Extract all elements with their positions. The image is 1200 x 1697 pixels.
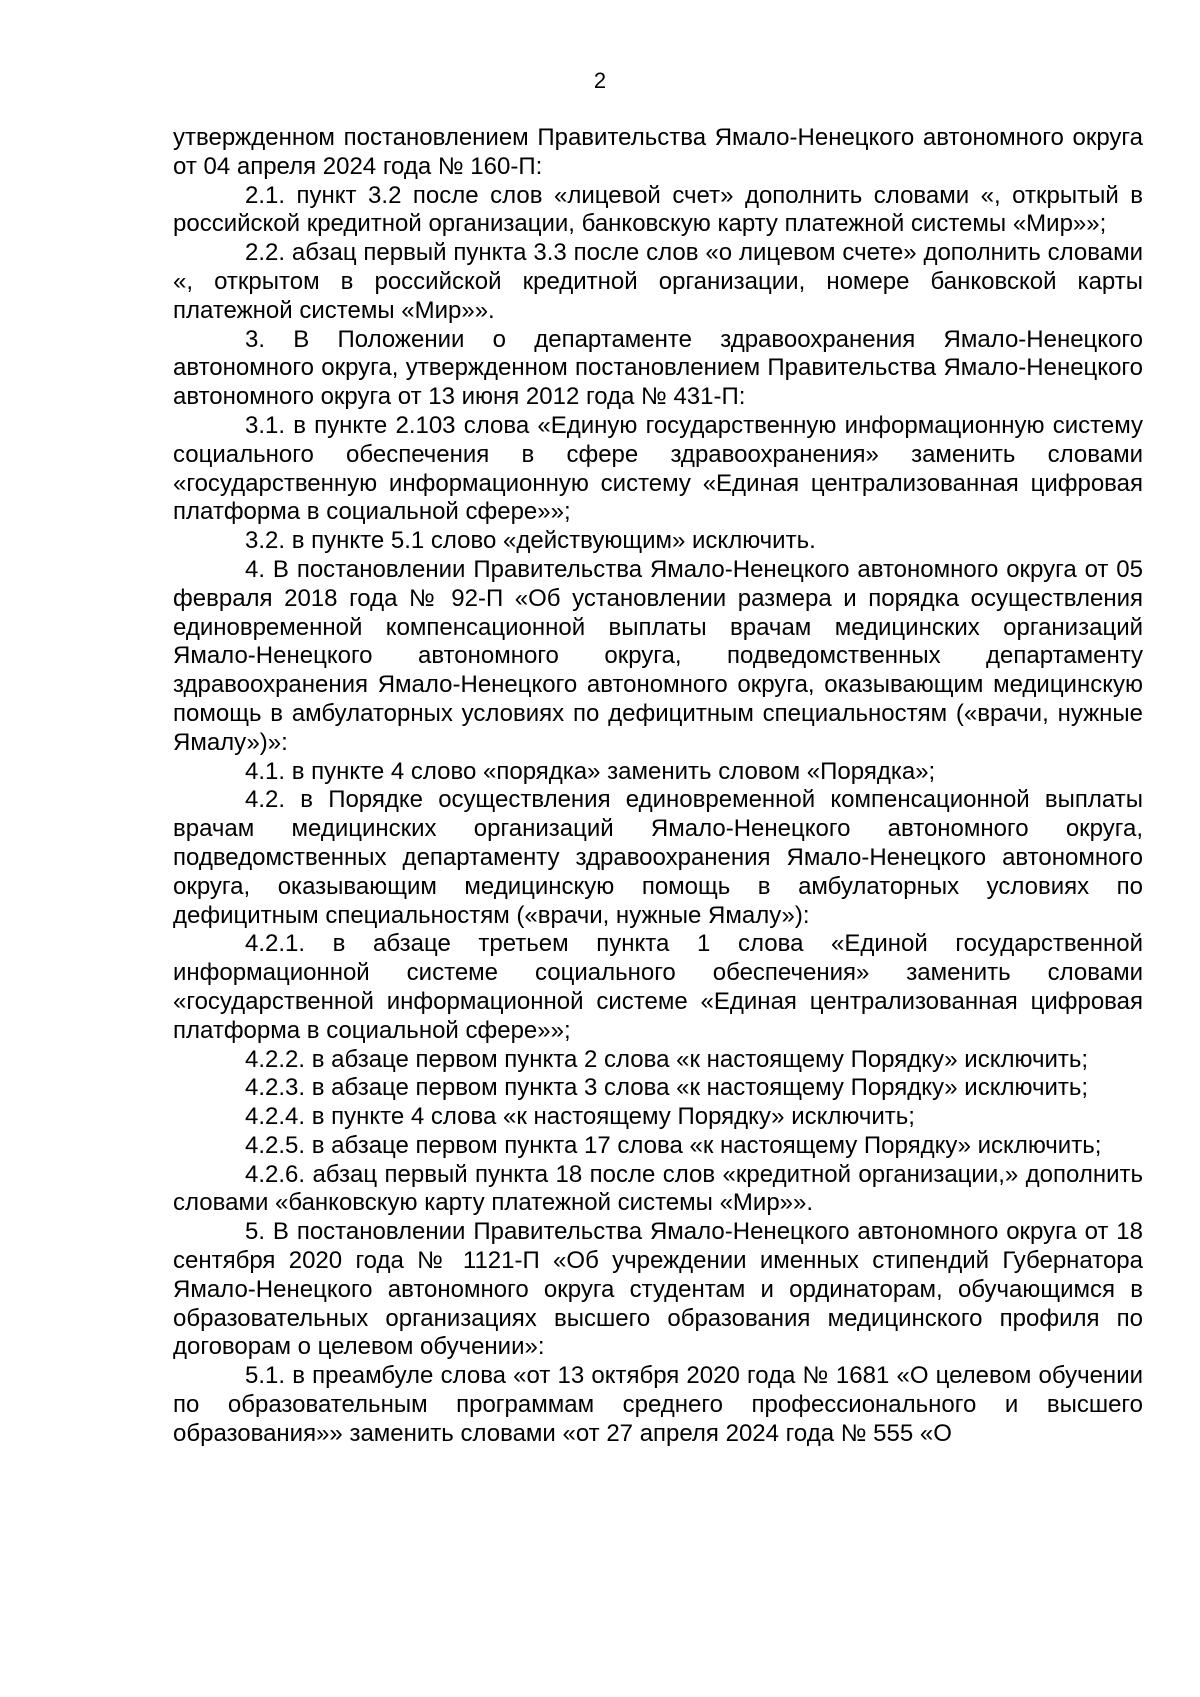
page-number: 2 <box>593 68 607 93</box>
paragraph-4-2-4: 4.2.4. в пункте 4 слова «к настоящему Порядку» исключить; <box>245 1103 915 1131</box>
paragraph-4-1: 4.1. в пункте 4 слово «порядка» заменить словом «Порядка»; <box>245 757 936 785</box>
paragraph-4-2-1: 4.2.1. в абзаце третьем пункта 1 слова «Единой государственной информационной системе социального обеспечения» заменить словами «государственной информационной системе «Единая централизованная цифровая платформа в социальной сфере»»; <box>173 930 1143 1044</box>
paragraph-5: 5. В постановлении Правительства Ямало-Ненецкого автономного округа от 18 сентября 2020 года № 1121-П «Об учреждении именных стипендий Губернатора Ямало-Ненецкого автономного округа студентам и ординаторам, обучающимся в образовательных организациях высшего образования медицинского профиля по договорам о целевом обучении»: <box>173 1218 1143 1361</box>
paragraph-4-2-2: 4.2.2. в абзаце первом пункта 2 слова «к настоящему Порядку» исключить; <box>245 1045 1089 1073</box>
paragraph-2-2: 2.2. абзац первый пункта 3.3 после слов «о лицевом счете» дополнить словами «, открытом в российской кредитной организации, номере банковской карты платежной системы «Мир»». <box>173 239 1143 324</box>
paragraph-3-1: 3.1. в пункте 2.103 слова «Единую государственную информационную систему социального обеспечения в сфере здравоохранения» заменить словами «государственную информационную систему «Единая централизованная цифровая платформа в социальной сфере»»; <box>173 411 1143 526</box>
paragraph-3-2: 3.2. в пункте 5.1 слово «действующим» исключить. <box>245 527 816 555</box>
paragraph-5-1: 5.1. в преамбуле слова «от 13 октября 2020 года № 1681 «О целевом обучении по образовательным программам среднего профессионального и высшего образования»» заменить словами «от 27 апреля 2024 года № 555 «О <box>173 1362 1143 1447</box>
paragraph-4-2-3: 4.2.3. в абзаце первом пункта 3 слова «к настоящему Порядку» исключить; <box>245 1074 1089 1102</box>
paragraph-2-1: 2.1. пункт 3.2 после слов «лицевой счет» дополнить словами «, открытый в российской кредитной организации, банковскую карту платежной системы «Мир»»; <box>173 181 1143 238</box>
paragraph-4-2-6: 4.2.6. абзац первый пункта 18 после слов «кредитной организации,» дополнить словами «банковскую карту платежной системы «Мир»». <box>173 1160 1143 1217</box>
paragraph-4-2-5: 4.2.5. в абзаце первом пункта 17 слова «к настоящему Порядку» исключить; <box>245 1131 1102 1159</box>
paragraph-intro: утвержденном постановлением Правительства Ямало-Ненецкого автономного округа от 04 апреля 2024 года № 160-П: <box>173 124 1143 180</box>
paragraph-4: 4. В постановлении Правительства Ямало-Ненецкого автономного округа от 05 февраля 2018 года № 92-П «Об установлении размера и порядка осуществления единовременной компенсационной выплаты врачам медицинских организаций Ямало-Ненецкого автономного округа, подведомственных департаменту здравоохранения Ямало-Ненецкого автономного округа, оказывающим медицинскую помощь в амбулаторных условиях по дефицитным специальностям («врачи, нужные Ямалу»)»: <box>173 555 1143 756</box>
paragraph-3: 3. В Положении о департаменте здравоохранения Ямало-Ненецкого автономного округа, утвержденном постановлением Правительства Ямало-Ненецкого автономного округа от 13 июня 2012 года № 431-П: <box>173 325 1143 411</box>
document-body <box>173 124 1143 1449</box>
paragraph-4-2: 4.2. в Порядке осуществления единовременной компенсационной выплаты врачам медицинских организаций Ямало-Ненецкого автономного округа, подведомственных департаменту здравоохранения Ямало-Ненецкого автономного округа, оказывающим медицинскую помощь в амбулаторных условиях по дефицитным специальностям («врачи, нужные Ямалу»): <box>173 786 1143 929</box>
